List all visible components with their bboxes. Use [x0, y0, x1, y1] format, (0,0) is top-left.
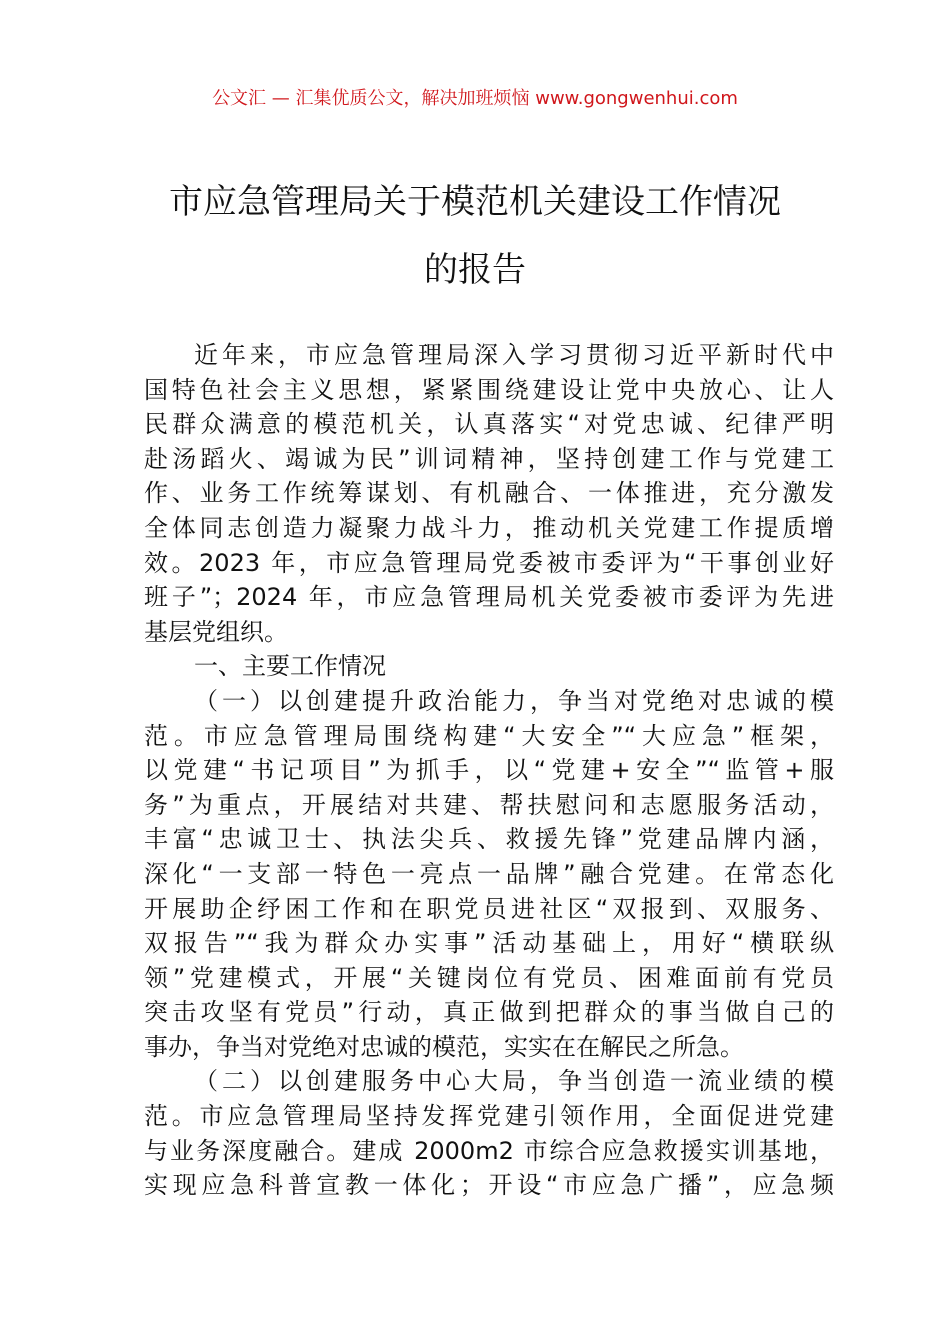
text-line: 双报告”“我为群众办实事”活动基础上，用好“横联纵: [144, 929, 834, 958]
text-line: 赴汤蹈火、竭诚为民”训词精神，坚持创建工作与党建工: [144, 444, 834, 473]
text-line: 一、主要工作情况: [194, 652, 386, 681]
text-line: 以党建“书记项目”为抓手，以“党建+安全”“监管+服: [144, 756, 834, 785]
text-line: 国特色社会主义思想，紧紧围绕建设让党中央放心、让人: [144, 375, 834, 404]
text-line: 务”为重点，开展结对共建、帮扶慰问和志愿服务活动，: [144, 790, 834, 819]
text-line: 全体同志创造力凝聚力战斗力，推动机关党建工作提质增: [144, 513, 834, 542]
watermark-header: 公文汇 — 汇集优质公文，解决加班烦恼 www.gongwenhui.com: [212, 88, 738, 109]
text-line: （二）以创建服务中心大局，争当创造一流业绩的模: [194, 1067, 834, 1096]
paragraph: [144, 1064, 834, 1202]
text-line: 丰富“忠诚卫士、执法尖兵、救援先锋”党建品牌内涵，: [144, 825, 834, 854]
section-heading: [144, 649, 834, 684]
text-line: 开展助企纾困工作和在职党员进社区“双报到、双服务、: [144, 894, 834, 923]
text-line: 深化“一支部一特色一亮点一品牌”融合党建。在常态化: [144, 859, 834, 888]
text-line: 基层党组织。: [144, 617, 288, 646]
text-line: 事办，争当对党绝对忠诚的模范，实实在在解民之所急。: [144, 1032, 744, 1061]
document-title: [0, 168, 950, 304]
text-line: 效。2023 年，市应急管理局党委被市委评为“干事创业好: [144, 548, 834, 577]
title-line: 市应急管理局关于模范机关建设工作情况: [169, 182, 781, 222]
text-line: 作、业务工作统筹谋划、有机融合、一体推进，充分激发: [144, 479, 834, 508]
paragraph: [144, 684, 834, 1065]
text-line: （一）以创建提升政治能力，争当对党绝对忠诚的模: [194, 686, 834, 715]
text-line: 民群众满意的模范机关，认真落实“对党忠诚、纪律严明: [144, 410, 834, 439]
text-line: 近年来，市应急管理局深入学习贯彻习近平新时代中: [194, 341, 834, 369]
text-line: 范。市应急管理局围绕构建“大安全”“大应急”框架，: [144, 721, 834, 750]
text-line: 领”党建模式，开展“关键岗位有党员、困难面前有党员: [144, 963, 834, 992]
document-body: [144, 338, 834, 1203]
text-line: 范。市应急管理局坚持发挥党建引领作用，全面促进党建: [144, 1102, 834, 1131]
text-line: 突击攻坚有党员”行动，真正做到把群众的事当做自己的: [144, 998, 834, 1027]
text-line: 班子”；2024 年，市应急管理局机关党委被市委评为先进: [144, 583, 834, 612]
title-line: 的报告: [424, 250, 526, 290]
paragraph: [144, 338, 834, 649]
text-line: 实现应急科普宣教一体化；开设“市应急广播”，应急频: [144, 1171, 834, 1200]
text-line: 与业务深度融合。建成 2000m2 市综合应急救援实训基地，: [144, 1136, 834, 1165]
